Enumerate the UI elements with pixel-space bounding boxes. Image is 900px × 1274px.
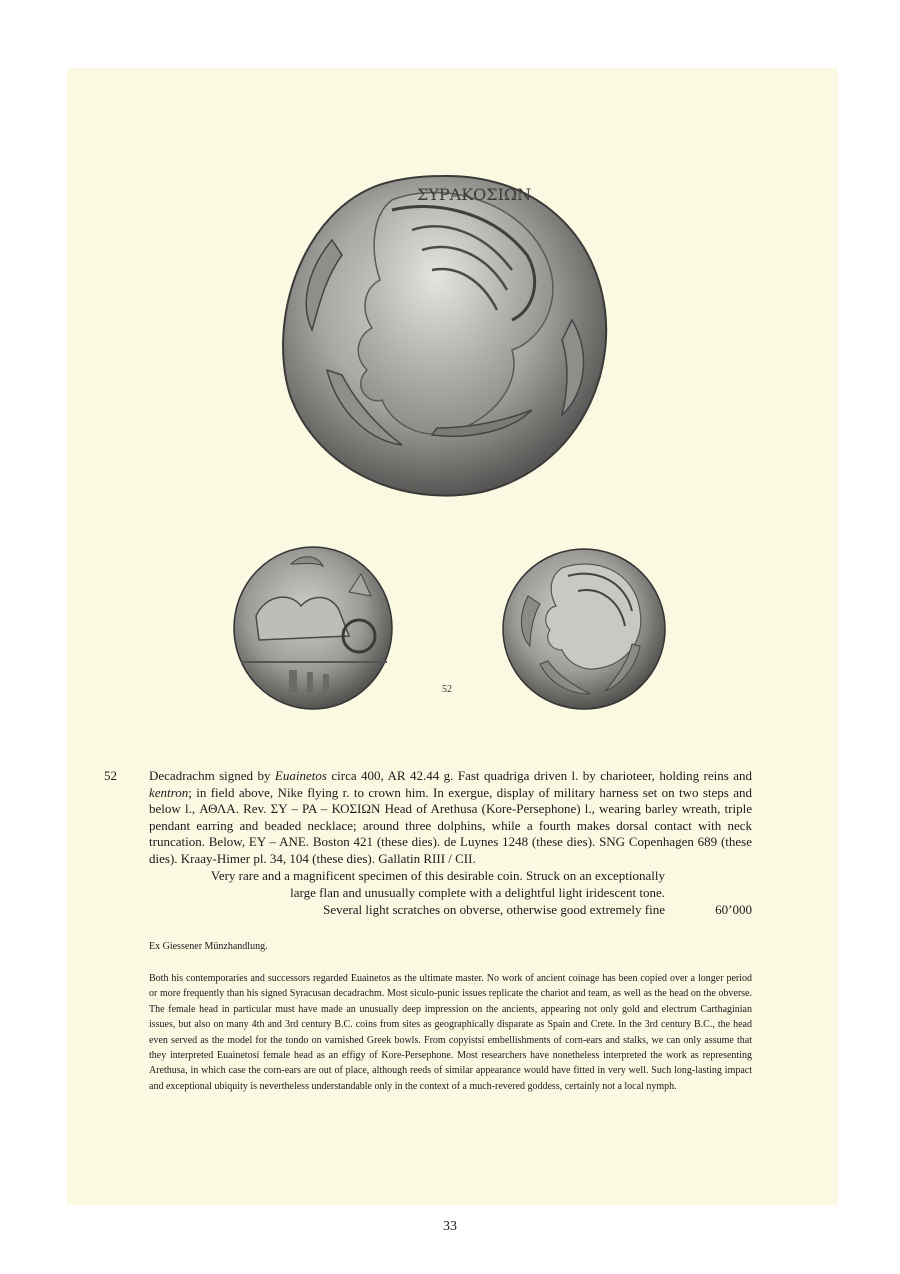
lot-price: 60’000	[715, 902, 752, 917]
engraver-name: Euainetos	[274, 768, 327, 783]
kentron-term: kentron	[149, 784, 189, 800]
description-text: Decadrachm signed by	[149, 768, 275, 783]
lot-description	[149, 768, 752, 868]
description-text: ; in field above, Nike flying r. to crown him. In exergue, display of military harness set on two steps and below l., ΑΘΛΑ. Rev. ΣΥ – ΡΑ – ΚΟΣΙΩΝ Head of Arethusa (Kore-Persephone) l., wearing barley wreath, triple pendant earring and beaded necklace; around three dolphins, while a fourth makes dorsal contact with neck truncation. Below, ΕΥ – ΑΝΕ. Boston 421 (these dies). de Luynes 1248 (these dies). SNG Copenhagen 689 (these dies). Kraay-Himer pl. 34, 104 (these dies). Gallatin RIII / CII.	[149, 784, 752, 866]
commentary-text: Both his contemporaries and successors regarded Euainetos as the ultimate master. No work of ancient coinage has been copied over a longer period or more frequently than his signed Syracusan decadrachm. Most siculo-punic issues replicate the chariot and team, as well as the head on the obverse. The female head in particular must have made an unusually deep impression on the ancients, appearing not only gold and electrum Carthaginian issues, but also on many 4th and 3rd century B.C. coins from sites as geographically disparate as Spain and Crete. In the 3rd century B.C., the head even served as the model for the tondo on varnished Greek bowls. From copyistsí embellishments of corn-ears and stalks, we can only assume that they interpreted Euainetosí female head as an effigy of Kore-Persephone. Most researchers have nonetheless interpreted the work as representing Arethusa, in which case the corn-ears are out of place, although reeds of similar appearance would have fitted in very well. Such long-lasting impact and exceptional ubiquity is nevertheless understandable only in the context of a much-revered goddess, certainly not a local nymph.	[149, 973, 752, 1092]
provenance: Ex Giessener Münzhandlung.	[149, 941, 268, 952]
description-text: circa 400, AR 42.44 g. Fast quadriga driven l. by charioteer, holding reins and	[326, 768, 752, 783]
grade-line-1: Very rare and a magnificent specimen of this desirable coin. Struck on an exceptionally	[210, 868, 665, 883]
large-coin-image	[272, 170, 612, 502]
chariot-coin-image	[231, 544, 395, 712]
svg-text:ΣΥΡΑΚΟΣΙΩΝ: ΣΥΡΑΚΟΣΙΩΝ	[417, 185, 532, 204]
page-number: 33	[443, 1219, 457, 1234]
grade-line-3: Several light scratches on obverse, otherwise good extremely fine	[323, 902, 665, 917]
grade-line-2: large flan and unusually complete with a delightful light iridescent tone.	[290, 885, 665, 900]
lot-number: 52	[104, 768, 117, 783]
plate-number: 52	[442, 684, 452, 695]
head-coin-image	[500, 546, 668, 712]
